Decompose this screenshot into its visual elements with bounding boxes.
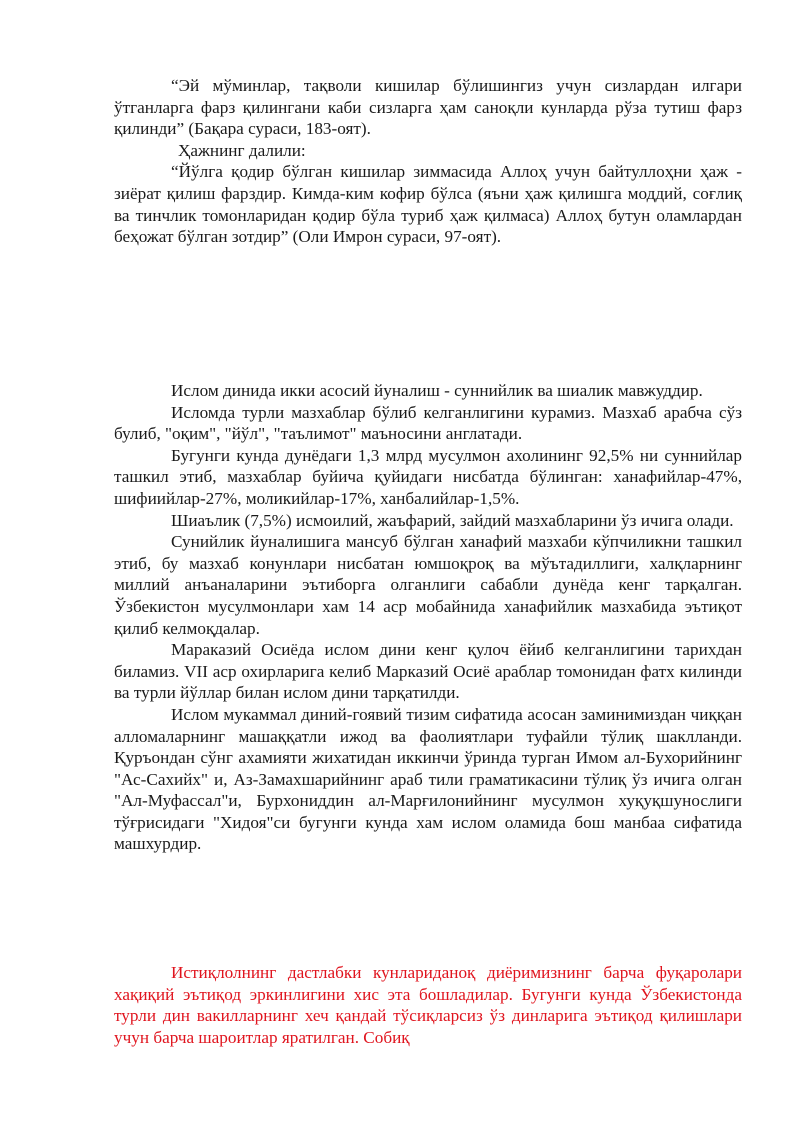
paragraph-independence: Истиқлолнинг дастлабки кунлариданоқ диёримизнинг барча фуқаролари хақиқий эътиқод эркинлигини хис эта бошладилар. Бугунги кунда Ўзбекистонда турли дин вакилларнинг хеч қандай тўсиқларсиз ўз динларига эътиқод қилишлари учун барча шароитлар яратилган. Собиқ — [114, 963, 742, 1047]
paragraph-hajj-heading: Ҳажнинг далили: — [178, 140, 306, 160]
quran-quotes-block — [114, 75, 742, 248]
paragraph-scholars: Ислом мукаммал диний-гоявий тизим сифатида асосан заминимиздан чиққан алломаларнинг машаққатли ижод ва фаолиятлари туфайли тўлиқ шаклланди. Қуръондан сўнг ахамияти жихатидан иккинчи ўринда турган Имом ал-Бухорийнинг "Ас-Сахийх" и, Аз-Замахшарийнинг араб тили граматикасини тўлиқ ўз ичига олган "Ал-Муфассал"и, Бурхониддин ал-Марғилонийнинг мусулмон хуқуқшунослиги тўғрисидаги "Хидоя"си бугунги кунда хам ислом оламида бош манбаа сифатида машхурдир. — [114, 704, 742, 854]
paragraph-fasting-verse: “Эй мўминлар, тақволи кишилар бўлишингиз учун сизлардан илгари ўтганларга фарз қилингани каби сизларга ҳам саноқли кунларда рўза тутиш фарз қилинди” (Бақара сураси, 183-оят). — [114, 76, 742, 139]
paragraph-two-branches: Ислом динида икки асосий йуналиш - суннийлик ва шиалик мавжуддир. — [171, 381, 703, 400]
independence-block — [114, 962, 742, 1048]
islam-branches-block — [114, 380, 742, 855]
paragraph-hanafi: Сунийлик йуналишига мансуб бўлган ханафий мазхаби кўпчиликни ташкил этиб, бу мазхаб конунлари нисбатан юмшоқроқ ва мўътадиллиги, халқларнинг миллий анъаналарини эътиборга олганлиги сабабли дунёда кенг тарқалган. Ўзбекистон мусулмонлари хам 14 аср мобайнида ханафийлик мазхабида эътиқот қилиб келмоқдалар. — [114, 532, 742, 638]
paragraph-statistics: Бугунги кунда дунёдаги 1,3 млрд мусулмон ахолининг 92,5% ни суннийлар ташкил этиб, мазхаблар буйича қуйидаги нисбатда бўлинган: ханафийлар-47%, шифиийлар-27%, моликийлар-17%, ханбалийлар-1,5%. — [114, 445, 742, 508]
paragraph-hajj-verse: “Йўлга қодир бўлган кишилар зиммасида Аллоҳ учун байтуллоҳни ҳаж - зиёрат қилиш фарздир. Кимда-ким кофир бўлса (яъни ҳаж қилишга моддий, соғлиқ ва тинчлик томонларидан қодир бўла туриб ҳаж қилмаса) Аллоҳ бутун оламлардан беҳожат бўлган зотдир” (Оли Имрон сураси, 97-оят). — [114, 162, 742, 247]
paragraph-central-asia: Мараказий Осиёда ислом дини кенг қулоч ёйиб келганлигини тарихдан биламиз. VII аср охирларига келиб Марказий Осиё араблар томонидан фатх килинди ва турли йўллар билан ислом дини тарқатилди. — [114, 640, 742, 703]
paragraph-madhhabs: Исломда турли мазхаблар бўлиб келганлигини курамиз. Мазхаб арабча сўз булиб, "оқим", "йўл", "таълимот" маъносини англатади. — [114, 402, 742, 444]
paragraph-shia: Шиаълик (7,5%) исмоилий, жаъфарий, зайдий мазхабларини ўз ичига олади. — [171, 510, 734, 530]
